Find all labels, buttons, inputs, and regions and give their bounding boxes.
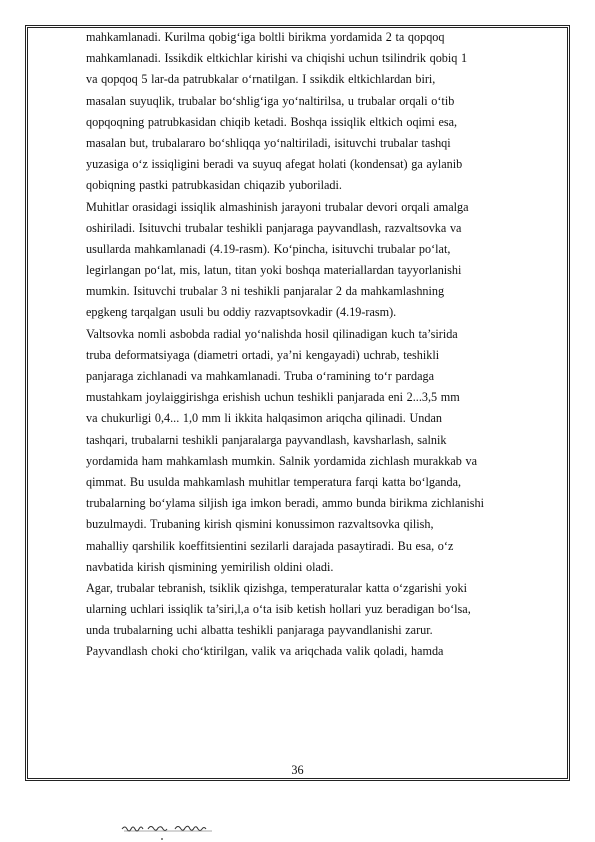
text-line: Valtsovka nomli asbobda radial yo‘nalishda hosil qilinadigan kuch ta’sirida — [86, 326, 458, 341]
text-line: qobiqning pastki patrubkasidan chiqazib yuboriladi. — [86, 178, 342, 193]
text-line: unda trubalarning uchi albatta teshikli panjaraga payvandlanishi zarur. — [86, 623, 433, 638]
document-body-text — [86, 27, 550, 663]
text-line: Payvandlash choki cho‘ktirilgan, valik va ariqchada valik qoladi, hamda — [86, 644, 444, 659]
text-line: panjaraga zichlanadi va mahkamlanadi. Truba o‘ramining to‘r pardaga — [86, 369, 435, 383]
text-line: legirlangan po‘lat, mis, latun, titan yoki boshqa materiallardan tayyorlanishi — [86, 263, 462, 278]
text-line: buzulmaydi. Trubaning kirish qismini konussimon razvaltsovka qilish, — [86, 517, 434, 532]
text-line: truba deformatsiyaga (diametri ortadi, ya’ni kengayadi) uchrab, teshikli — [86, 347, 440, 362]
text-line: qopqoqning patrubkasidan chiqib ketadi. Boshqa issiqlik eltkich oqimi esa, — [86, 114, 458, 129]
text-line: mumkin. Isituvchi trubalar 3 ni teshikli panjaralar 2 da mahkamlashning — [86, 284, 445, 299]
text-line: mahkamlanadi. Kurilma qobig‘iga boltli birikma yordamida 2 ta qopqoq — [86, 30, 445, 44]
text-line: masalan but, trubalararo bo‘shliqqa yo‘naltiriladi, isituvchi trubalar tashqi — [86, 135, 451, 150]
text-line: ularning uchlari issiqlik ta’siri,l,a o‘ta isib ketish hollari yuz beradigan bo‘lsa, — [86, 602, 471, 617]
text-line: trubalarning bo‘ylama siljish iga imkon beradi, ammo bunda birikma zichlanishi — [86, 496, 485, 511]
text-line: va qopqoq 5 lar-da patrubkalar o‘rnatilgan. I ssikdik eltkichlardan biri, — [86, 72, 436, 87]
text-line: yordamida ham mahkamlash mumkin. Salnik yordamida zichlash murakkab va — [86, 453, 477, 468]
text-line: qimmat. Bu usulda mahkamlash muhitlar temperatura farqi katta bo‘lganda, — [86, 474, 462, 489]
page-number: 36 — [291, 763, 304, 777]
text-line: epgkeng tarqalgan usuli bu oddiy razvaptsovkadir (4.19-rasm). — [86, 305, 397, 320]
text-line: yuzasiga o‘z issiqligini beradi va suyuq afegat holati (kondensat) ga aylanib — [86, 157, 463, 172]
handwritten-signature — [120, 819, 215, 841]
text-line: masalan suyuqlik, trubalar bo‘shlig‘iga yo‘naltirilsa, u trubalar orqali o‘tib — [86, 93, 455, 108]
text-line: va chukurligi 0,4... 1,0 mm li ikkita halqasimon ariqcha qilinadi. Undan — [86, 411, 442, 426]
text-line: oshiriladi. Isituvchi trubalar teshikli panjaraga payvandlash, razvaltsovka va — [86, 220, 462, 235]
text-line: usullarda mahkamlanadi (4.19-rasm). Ko‘pincha, isituvchi trubalar po‘lat, — [86, 241, 451, 256]
text-line: mahkamlanadi. Issikdik eltkichlar kirishi va chiqishi uchun tsilindrik qobiq 1 — [86, 51, 468, 66]
text-line: tashqari, trubalarni teshikli panjaralarga payvandlash, kavsharlash, salnik — [86, 432, 447, 447]
text-line: mahalliy qarshilik koeffitsientini sezilarli darajada pasaytiradi. Bu esa, o‘z — [86, 538, 454, 553]
text-line: mustahkam joylaiggirishga erishish uchun teshikli panjarada eni 2...3,5 mm — [86, 390, 460, 405]
text-line: navbatida kirish qismining yemirilish oldini oladi. — [86, 559, 334, 574]
text-line: Agar, trubalar tebranish, tsiklik qizishga, temperaturalar katta o‘zgarishi yoki — [86, 580, 467, 595]
text-line: Muhitlar orasidagi issiqlik almashinish jarayoni trubalar devori orqali amalga — [86, 199, 469, 214]
